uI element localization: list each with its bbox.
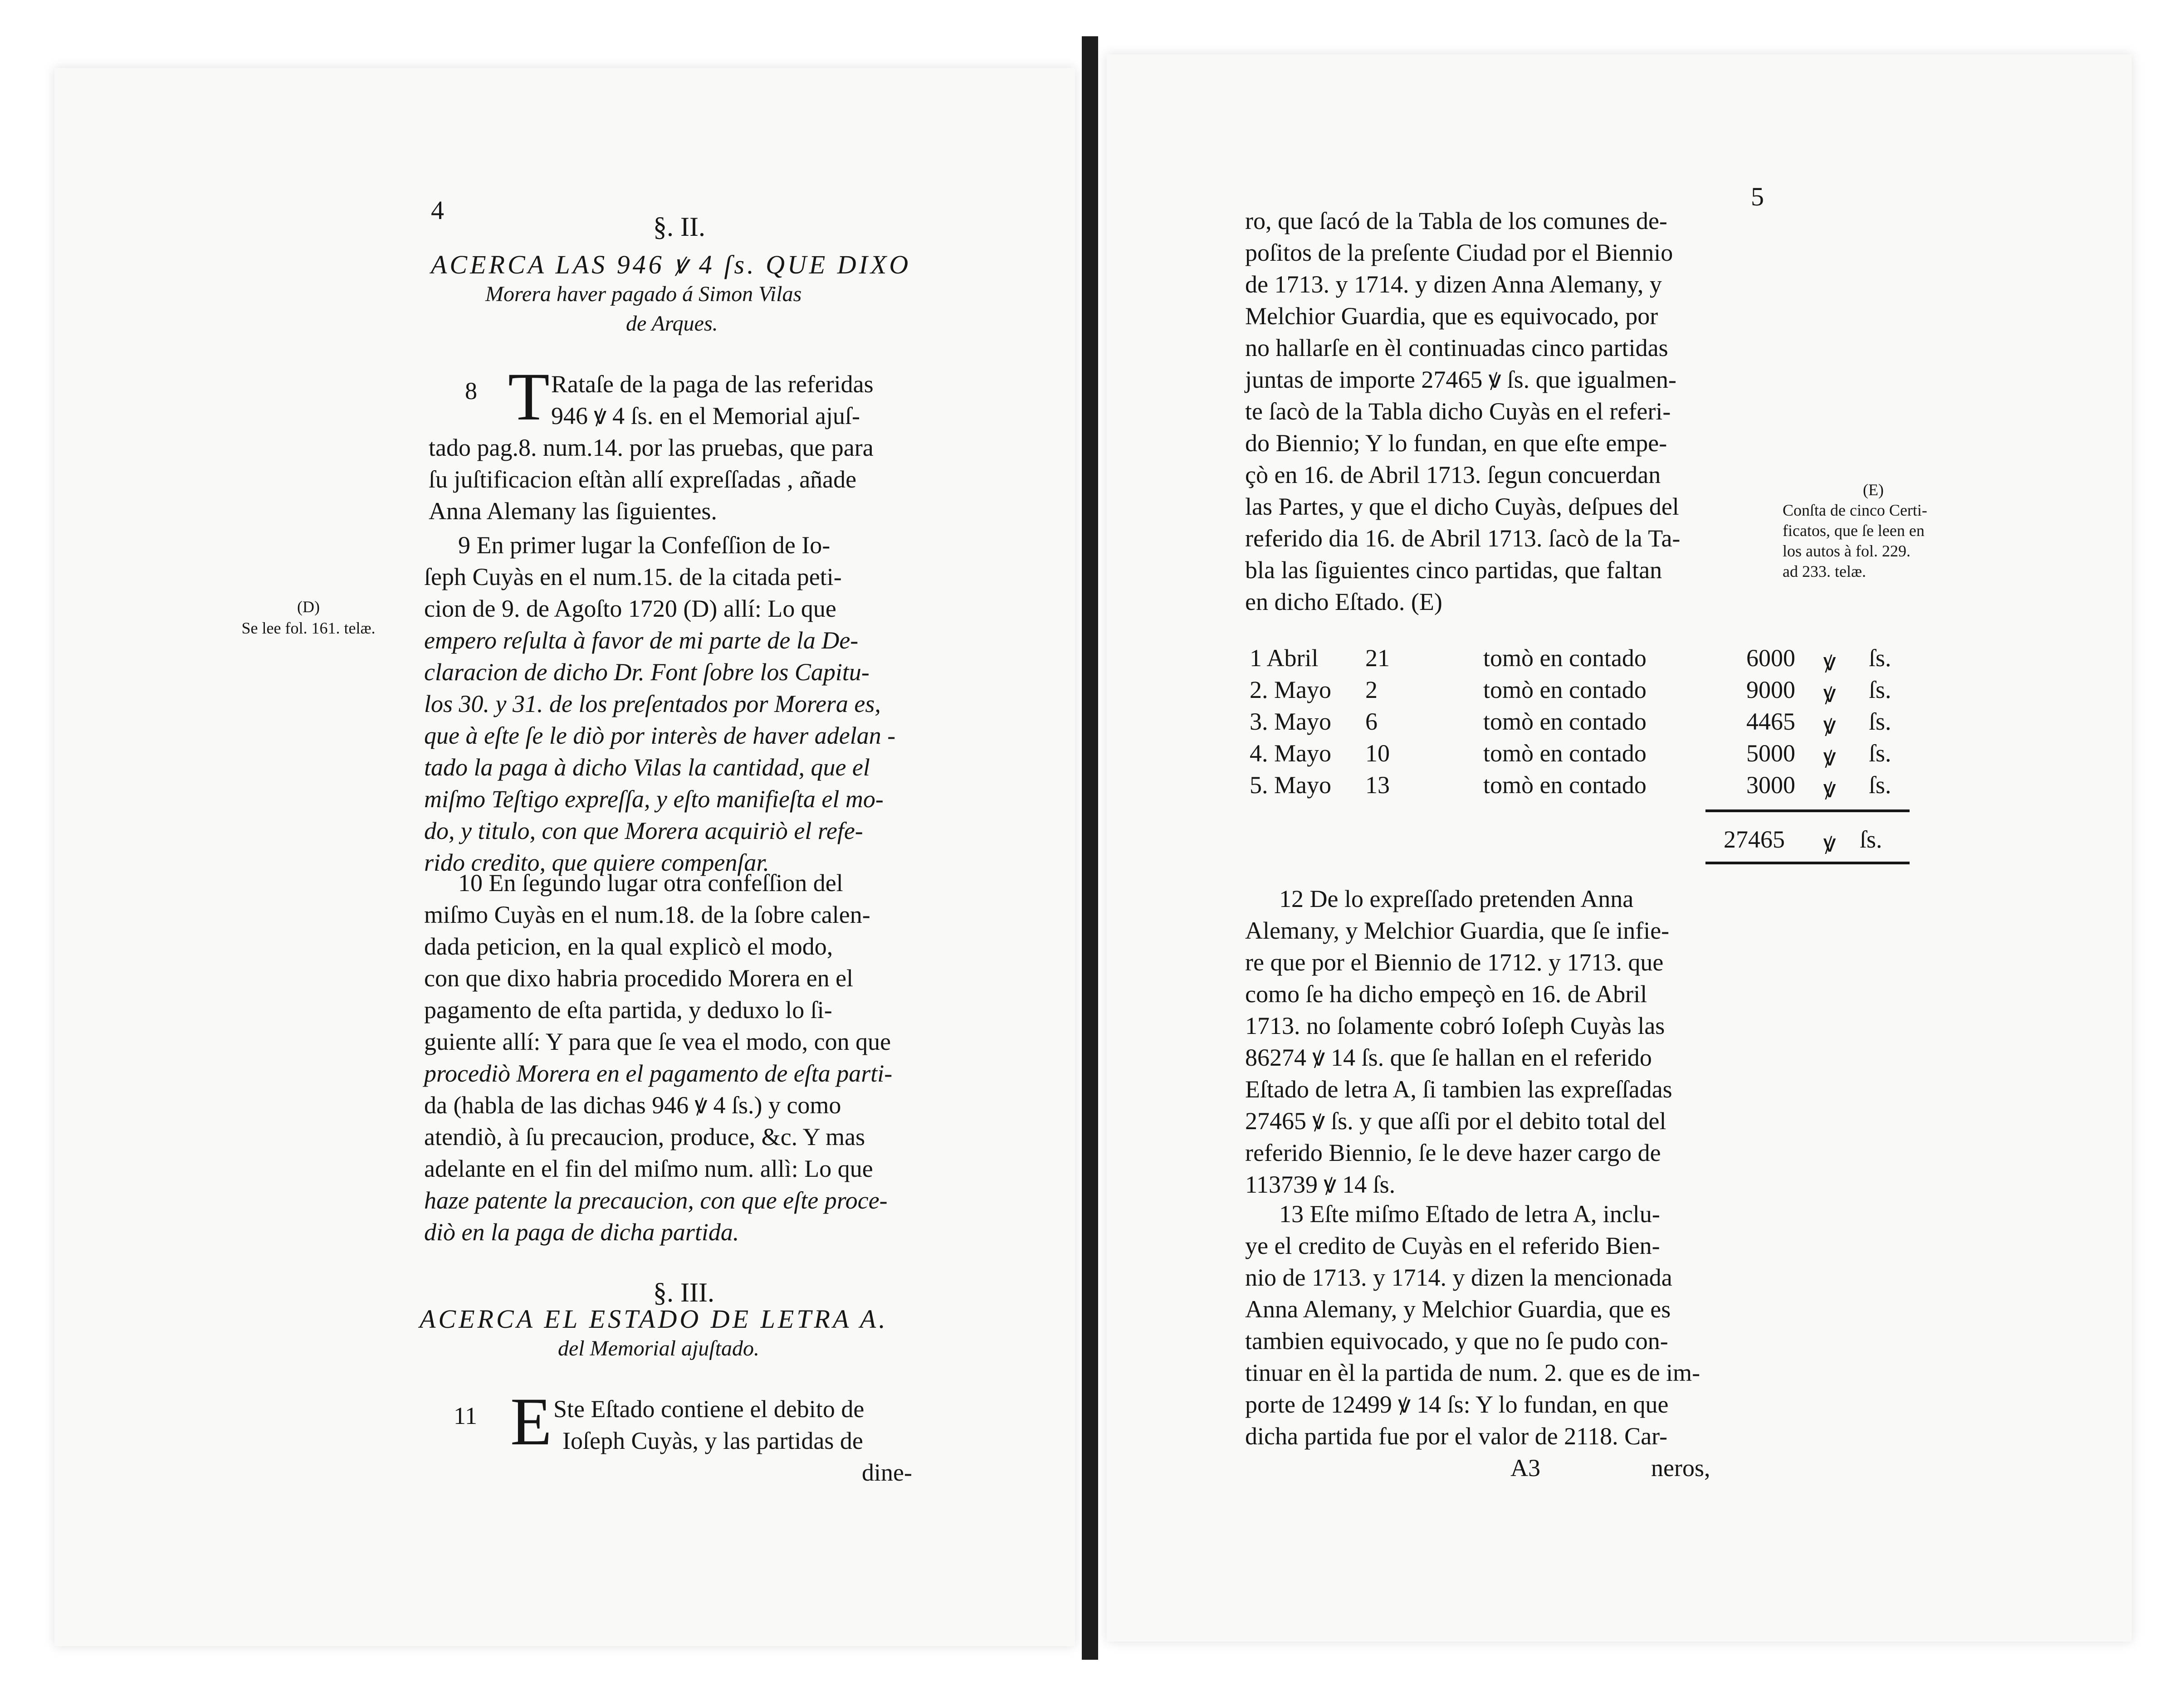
paragraph-12-line-10: 113739 ꝟ 14 ſs. bbox=[1245, 1171, 1396, 1198]
page-number-right: 5 bbox=[1751, 182, 1764, 211]
paragraph-8-dropcap: T bbox=[508, 359, 550, 434]
paragraph-10-line-8: da (habla de las dichas 946 ꝟ 4 ſs.) y como bbox=[424, 1092, 841, 1119]
paragraph-8-line-3: tado pag.8. num.14. por las pruebas, que para bbox=[429, 434, 874, 461]
paragraph-12-line-8: 27465 ꝟ ſs. y que aſſi por el debito total del bbox=[1245, 1107, 1666, 1135]
sum-rule-top bbox=[1705, 809, 1910, 812]
book-gutter bbox=[1082, 36, 1098, 1660]
total-unit: ꝟ bbox=[1823, 830, 1836, 857]
paragraph-9-line-2: ſeph Cuyàs en el num.15. de la citada peti- bbox=[424, 563, 842, 590]
row-unit: ꝟ bbox=[1823, 680, 1836, 707]
continuation-line-5: no hallarſe en èl continuadas cinco partidas bbox=[1245, 334, 1668, 361]
paragraph-13-line-8: dicha partida fue por el valor de 2118. Car- bbox=[1245, 1423, 1668, 1450]
row-unit: ꝟ bbox=[1823, 744, 1836, 771]
paragraph-8-line-4: ſu juſtificacion eſtàn allí expreſſadas , añade bbox=[429, 466, 857, 493]
paragraph-11-dropcap: E bbox=[510, 1384, 552, 1459]
row-suffix: ſs. bbox=[1869, 771, 1891, 799]
continuation-line-10: las Partes, y que el dicho Cuyàs, deſpues del bbox=[1245, 493, 1679, 520]
continuation-line-4: Melchior Guardia, que es equivocado, por bbox=[1245, 302, 1658, 330]
paragraph-10-line-11: haze patente la precaucion, con que eſte proce- bbox=[424, 1187, 888, 1214]
paragraph-10-line-10: adelante en el fin del miſmo num. allì: Lo que bbox=[424, 1155, 873, 1182]
row-suffix: ſs. bbox=[1869, 676, 1891, 703]
paragraph-10-line-12: diò en la paga de dicha partida. bbox=[424, 1219, 739, 1246]
row-description: tomò en contado bbox=[1483, 771, 1647, 799]
row-description: tomò en contado bbox=[1483, 644, 1647, 672]
row-unit: ꝟ bbox=[1823, 775, 1836, 803]
continuation-line-12: bla las ſiguientes cinco partidas, que faltan bbox=[1245, 556, 1662, 584]
row-day: 21 bbox=[1365, 644, 1390, 672]
row-date: 4. Mayo bbox=[1250, 740, 1331, 767]
row-day: 2 bbox=[1365, 676, 1378, 703]
row-amount: 9000 bbox=[1746, 676, 1795, 703]
paragraph-13-line-1: 13 Eſte miſmo Eſtado de letra A, inclu- bbox=[1279, 1200, 1660, 1228]
paragraph-13-line-6: tinuar en èl la partida de num. 2. que es de im- bbox=[1245, 1359, 1700, 1386]
paragraph-13-line-5: tambien equivocado, y que no ſe pudo con- bbox=[1245, 1327, 1668, 1355]
paragraph-10-line-6: guiente allí: Y para que ſe vea el modo, con que bbox=[424, 1028, 891, 1055]
row-description: tomò en contado bbox=[1483, 676, 1647, 703]
paragraph-12-line-6: 86274 ꝟ 14 ſs. que ſe hallan en el referido bbox=[1245, 1044, 1652, 1071]
catchword: neros, bbox=[1651, 1454, 1710, 1482]
paragraph-13-line-2: ye el credito de Cuyàs en el referido Bien- bbox=[1245, 1232, 1660, 1259]
paragraph-9-line-1: 9 En primer lugar la Confeſſion de Io- bbox=[458, 531, 831, 559]
paragraph-13-line-7: porte de 12499 ꝟ 14 ſs: Y lo fundan, en que bbox=[1245, 1391, 1669, 1418]
row-unit: ꝟ bbox=[1823, 712, 1836, 739]
paragraph-9-quote-line-8: rido credito, que quiere compenſar. bbox=[424, 849, 769, 876]
row-day: 13 bbox=[1365, 771, 1390, 799]
row-date: 1 Abril bbox=[1250, 644, 1319, 672]
paragraph-12-line-3: re que por el Biennio de 1712. y 1713. que bbox=[1245, 949, 1664, 976]
total-suffix: ſs. bbox=[1860, 826, 1882, 853]
continuation-line-7: te ſacò de la Tabla dicho Cuyàs en el referi- bbox=[1245, 398, 1671, 425]
row-date: 2. Mayo bbox=[1250, 676, 1331, 703]
continuation-line-11: referido dia 16. de Abril 1713. ſacò de la Ta- bbox=[1245, 525, 1681, 552]
paragraph-12-line-9: referido Biennio, ſe le deve hazer cargo de bbox=[1245, 1139, 1661, 1166]
paragraph-12-line-7: Eſtado de letra A, ſi tambien las expreſſadas bbox=[1245, 1076, 1672, 1103]
margin-note-e-line-2: ficatos, que ſe leen en bbox=[1783, 522, 1925, 540]
row-date: 3. Mayo bbox=[1250, 708, 1331, 735]
section-ii-title: §. II. bbox=[653, 212, 705, 242]
paragraph-10-line-5: pagamento de eſta partida, y deduxo lo ſi- bbox=[424, 996, 832, 1024]
paragraph-9-quote-line-3: los 30. y 31. de los preſentados por Morera es, bbox=[424, 690, 881, 717]
section-ii-heading: ACERCA LAS 946 ꝟ 4 ſs. QUE DIXO bbox=[431, 250, 911, 279]
row-date: 5. Mayo bbox=[1250, 771, 1331, 799]
paragraph-9-quote-line-1: empero reſulta à favor de mi parte de la De- bbox=[424, 627, 859, 654]
row-description: tomò en contado bbox=[1483, 740, 1647, 767]
continuation-line-3: de 1713. y 1714. y dizen Anna Alemany, y bbox=[1245, 271, 1662, 298]
continuation-line-1: ro, que ſacó de la Tabla de los comunes de- bbox=[1245, 207, 1667, 234]
paragraph-9-quote-line-4: que à eſte ſe le diò por interès de haver adelan - bbox=[424, 722, 896, 749]
row-amount: 4465 bbox=[1746, 708, 1795, 735]
paragraph-9-quote-line-7: do, y titulo, con que Morera acquiriò el refe- bbox=[424, 817, 863, 844]
continuation-line-9: çò en 16. de Abril 1713. ſegun concuerdan bbox=[1245, 461, 1661, 488]
row-unit: ꝟ bbox=[1823, 648, 1836, 676]
paragraph-8-line-1: Rataſe de la paga de las referidas bbox=[551, 370, 874, 398]
continuation-line-8: do Biennio; Y lo fundan, en que eſte empe- bbox=[1245, 429, 1667, 457]
paragraph-12-line-5: 1713. no ſolamente cobró Ioſeph Cuyàs las bbox=[1245, 1012, 1665, 1039]
margin-note-e-label: (E) bbox=[1863, 481, 1884, 499]
paragraph-12-line-4: como ſe ha dicho empeçò en 16. de Abril bbox=[1245, 980, 1647, 1008]
paragraph-13-line-4: Anna Alemany, y Melchior Guardia, que es bbox=[1245, 1296, 1671, 1323]
paragraph-10-line-7: procediò Morera en el pagamento de eſta parti- bbox=[424, 1060, 893, 1087]
paragraph-10-line-4: con que dixo habria procedido Morera en el bbox=[424, 965, 854, 992]
section-iii-title: §. III. bbox=[653, 1277, 714, 1307]
row-suffix: ſs. bbox=[1869, 644, 1891, 672]
paragraph-11-line-1: Ste Eſtado contiene el debito de bbox=[553, 1395, 865, 1423]
margin-note-d-label: (D) bbox=[297, 598, 320, 616]
margin-note-e-line-3: los autos à fol. 229. bbox=[1783, 542, 1910, 560]
paragraph-13-line-3: nio de 1713. y 1714. y dizen la mencionada bbox=[1245, 1264, 1672, 1291]
section-ii-subheading-2: de Arques. bbox=[626, 312, 718, 336]
paragraph-9-quote-line-5: tado la paga à dicho Vilas la cantidad, que el bbox=[424, 754, 870, 781]
margin-note-e-line-4: ad 233. telæ. bbox=[1783, 562, 1866, 580]
paragraph-11-number: 11 bbox=[454, 1402, 477, 1429]
paragraph-10-line-1: 10 En ſegundo lugar otra confeſſion del bbox=[458, 869, 843, 897]
paragraph-11-line-3: dine- bbox=[862, 1459, 912, 1486]
row-day: 10 bbox=[1365, 740, 1390, 767]
paragraph-9-quote-line-2: claracion de dicho Dr. Font ſobre los Capitu- bbox=[424, 658, 870, 686]
paragraph-12-line-1: 12 De lo expreſſado pretenden Anna bbox=[1279, 885, 1634, 912]
paragraph-12-line-2: Alemany, y Melchior Guardia, que ſe infie- bbox=[1245, 917, 1670, 944]
section-iii-subheading: del Memorial ajuſtado. bbox=[558, 1336, 759, 1360]
total-amount: 27465 bbox=[1724, 826, 1785, 853]
row-amount: 5000 bbox=[1746, 740, 1795, 767]
paragraph-9-line-3: cion de 9. de Agoſto 1720 (D) allí: Lo que bbox=[424, 595, 836, 622]
paragraph-8-number: 8 bbox=[465, 377, 477, 405]
paragraph-8-line-5: Anna Alemany las ſiguientes. bbox=[429, 497, 717, 525]
paragraph-10-line-2: miſmo Cuyàs en el num.18. de la ſobre calen- bbox=[424, 901, 870, 928]
continuation-line-2: poſitos de la preſente Ciudad por el Biennio bbox=[1245, 239, 1673, 266]
continuation-line-6: juntas de importe 27465 ꝟ ſs. que igualmen- bbox=[1245, 366, 1676, 393]
paragraph-10-line-9: atendiò, à ſu precaucion, produce, &c. Y mas bbox=[424, 1123, 865, 1150]
row-amount: 3000 bbox=[1746, 771, 1795, 799]
paragraph-9-quote-line-6: miſmo Teſtigo expreſſa, y eſto manifieſta el mo- bbox=[424, 785, 884, 813]
margin-note-e-line-1: Conſta de cinco Certi- bbox=[1783, 501, 1927, 519]
signature-mark: A3 bbox=[1510, 1454, 1540, 1482]
paragraph-8-line-2: 946 ꝟ 4 ſs. en el Memorial ajuſ- bbox=[551, 402, 860, 429]
row-amount: 6000 bbox=[1746, 644, 1795, 672]
margin-note-d-text: Se lee fol. 161. telæ. bbox=[241, 619, 376, 637]
row-suffix: ſs. bbox=[1869, 708, 1891, 735]
row-description: tomò en contado bbox=[1483, 708, 1647, 735]
section-iii-heading: ACERCA EL ESTADO DE LETRA A. bbox=[420, 1304, 888, 1334]
paragraph-10-line-3: dada peticion, en la qual explicò el modo, bbox=[424, 933, 833, 960]
paragraph-11-line-2: Ioſeph Cuyàs, y las partidas de bbox=[562, 1427, 863, 1454]
section-ii-subheading-1: Morera haver pagado á Simon Vilas bbox=[485, 282, 802, 306]
sum-rule-bottom bbox=[1705, 862, 1910, 864]
row-suffix: ſs. bbox=[1869, 740, 1891, 767]
page-number-left: 4 bbox=[431, 195, 444, 225]
continuation-line-13: en dicho Eſtado. (E) bbox=[1245, 588, 1442, 615]
row-day: 6 bbox=[1365, 708, 1378, 735]
